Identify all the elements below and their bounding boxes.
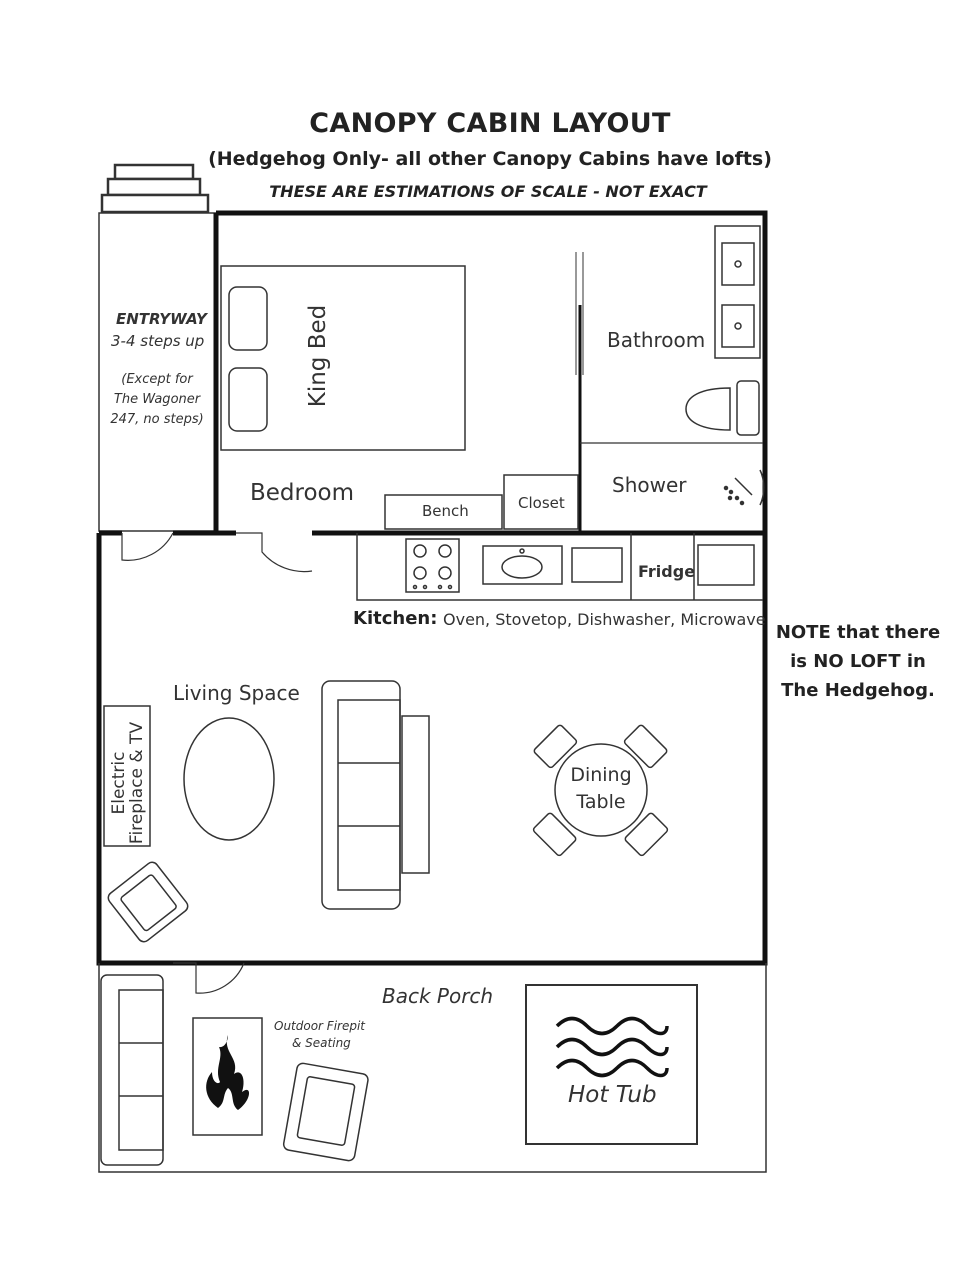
king-bed-label: King Bed — [305, 304, 331, 408]
microwave — [698, 545, 754, 585]
entryway-note-2: The Wagoner — [113, 392, 201, 407]
stovetop-icon — [406, 539, 459, 592]
fireplace-label — [110, 713, 146, 853]
sofa-icon — [322, 681, 429, 909]
closet-label: Closet — [518, 494, 565, 512]
bench-label: Bench — [422, 502, 469, 520]
armchair-icon — [283, 1062, 369, 1161]
shower-label: Shower — [612, 473, 687, 497]
page-subtitle: (Hedgehog Only- all other Canopy Cabins have lofts) — [208, 148, 772, 170]
dishwasher — [572, 548, 622, 582]
bathroom-label: Bathroom — [607, 328, 706, 352]
sofa-icon — [101, 975, 163, 1165]
toilet-icon — [686, 381, 759, 435]
page-title: CANOPY CABIN LAYOUT — [309, 108, 671, 139]
entryway-title: ENTRYWAY — [116, 310, 207, 328]
entryway-note-3: 247, no steps) — [110, 412, 204, 427]
fire-icon — [206, 1035, 249, 1110]
king-bed — [221, 266, 465, 450]
hot-tub — [526, 985, 697, 1144]
kitchen-label: Kitchen: — [353, 608, 438, 629]
dining-label-2: Table — [576, 791, 626, 813]
kitchen-items: Oven, Stovetop, Dishwasher, Microwave — [443, 610, 766, 629]
note-line-3: The Hedgehog. — [781, 680, 935, 701]
stairs-icon — [102, 165, 208, 212]
armchair-icon — [106, 860, 190, 944]
scale-disclaimer: THESE ARE ESTIMATIONS OF SCALE - NOT EXACT — [269, 182, 707, 201]
firepit-label-2: & Seating — [292, 1036, 351, 1050]
pillow-icon — [229, 287, 267, 350]
hot-tub-label: Hot Tub — [568, 1082, 657, 1108]
waves-icon — [557, 1019, 667, 1076]
shower-head-icon — [725, 470, 764, 505]
bedroom-label: Bedroom — [250, 480, 355, 506]
note-line-2: is NO LOFT in — [790, 651, 926, 672]
firepit-label-1: Outdoor Firepit — [274, 1019, 366, 1033]
entryway-note-1: (Except for — [121, 372, 193, 387]
living-space-label: Living Space — [173, 681, 300, 705]
pillow-icon — [229, 368, 267, 431]
entryway-steps: 3-4 steps up — [111, 332, 205, 350]
fireplace-line-1: Electric — [109, 751, 129, 815]
fridge-label: Fridge — [638, 562, 696, 581]
fireplace-line-2: Fireplace & TV — [127, 721, 147, 845]
no-loft-note — [770, 618, 946, 705]
kitchen-sink-icon — [483, 546, 562, 584]
rug-icon — [184, 718, 274, 840]
dining-label-1: Dining — [570, 764, 632, 786]
note-line-1: NOTE that there — [775, 622, 941, 643]
sink-icon — [715, 226, 760, 358]
back-porch-label: Back Porch — [382, 984, 494, 1008]
